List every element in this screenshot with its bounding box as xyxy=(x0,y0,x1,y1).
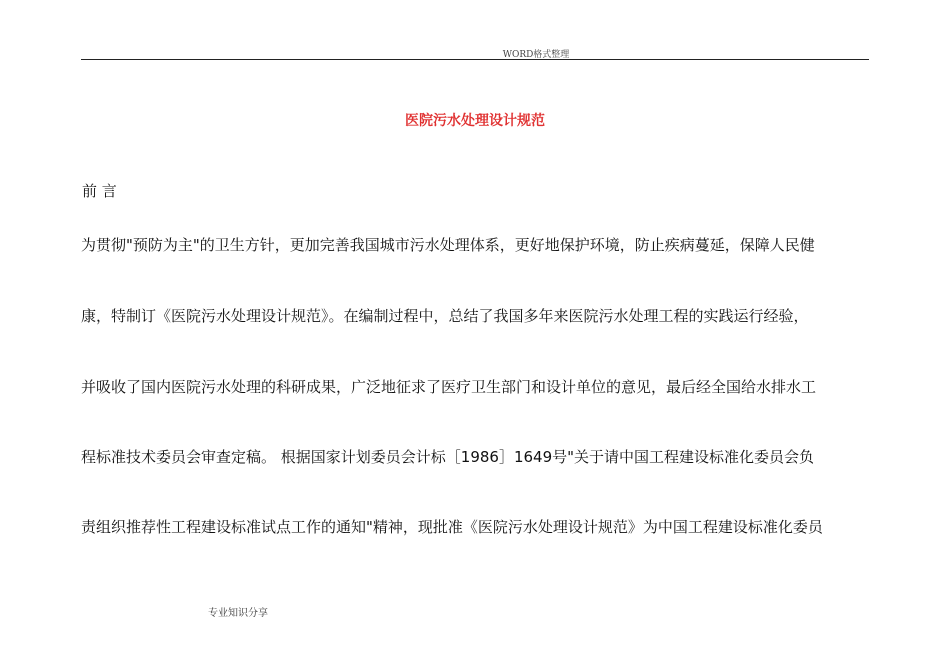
body-line: 程标准技术委员会审查定稿。 根据国家计划委员会计标［1986］1649号"关于请中国工程建设标准化委员会负 xyxy=(81,448,815,466)
section-heading: 前 言 xyxy=(82,182,117,200)
document-title: 医院污水处理设计规范 xyxy=(405,113,545,129)
body-line: 为贯彻"预防为主"的卫生方针，更加完善我国城市污水处理体系，更好地保护环境，防止疾病蔓延，保障人民健 xyxy=(81,236,815,254)
page-header-text: WORD格式整理 xyxy=(502,50,570,60)
page-footer-text: 专业知识分享 xyxy=(208,608,268,619)
body-line: 康，特制订《医院污水处理设计规范》。在编制过程中，总结了我国多年来医院污水处理工程的实践运行经验， xyxy=(81,307,809,325)
body-line: 并吸收了国内医院污水处理的科研成果，广泛地征求了医疗卫生部门和设计单位的意见，最后经全国给水排水工 xyxy=(81,378,817,396)
body-line: 责组织推荐性工程建设标准试点工作的通知"精神，现批准《医院污水处理设计规范》为中国工程建设标准化委员 xyxy=(81,518,823,536)
header-divider xyxy=(81,59,869,60)
